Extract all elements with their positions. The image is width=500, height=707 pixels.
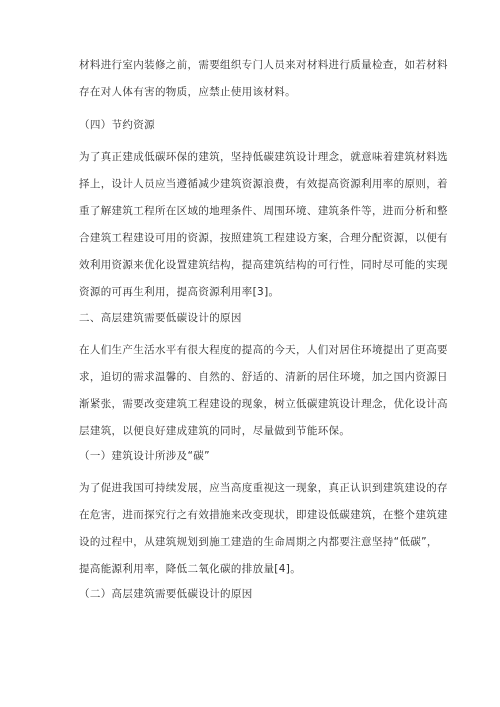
paragraph-2-line-4: 合建筑工程建设可用的资源，按照建筑工程建设方案，合理分配资源，以便有 bbox=[79, 232, 448, 244]
paragraph-3-line-2: 求，追切的需求温馨的、自然的、舒适的、清新的居住环境，加之国内资源日 bbox=[79, 371, 448, 383]
paragraph-2-line-2: 择上，设计人员应当遵循减少建筑资源浪费，有效提高资源利用率的原则，着 bbox=[79, 178, 448, 190]
paragraph-2-line-1: 为了真正建成低碳环保的建筑，坚持低碳建筑设计理念，就意味着建筑材料选 bbox=[79, 151, 448, 163]
paragraph-2-line-5: 效利用资源来优化设置建筑结构，提高建筑结构的可行性，同时尽可能的实现 bbox=[79, 259, 448, 271]
paragraph-4-line-4: 提高能源利用率，降低二氧化碳的排放量[4]。 bbox=[79, 563, 302, 575]
paragraph-4-line-3: 设的过程中，从建筑规划到施工建造的生命周期之内都要注意坚持“低碳”， bbox=[79, 536, 438, 548]
paragraph-3-line-1: 在人们生产生活水平有很大程度的提高的今天，人们对居住环境提出了更高要 bbox=[79, 344, 448, 356]
paragraph-1-line-2: 存在对人体有害的物质，应禁止使用该材料。 bbox=[79, 86, 296, 98]
section-4-heading: （四）节约资源 bbox=[79, 119, 155, 131]
paragraph-3-line-3: 渐紧张，需要改变建筑工程建设的现象，树立低碳建筑设计理念，优化设计高 bbox=[79, 398, 448, 410]
paragraph-4-line-1: 为了促进我国可持续发展，应当高度重视这一现象，真正认识到建筑建设的存 bbox=[79, 482, 448, 494]
paragraph-2-line-6: 资源的可再生利用，提高资源利用率[3]。 bbox=[79, 286, 280, 298]
paragraph-2-line-3: 重了解建筑工程所在区域的地理条件、周围环境、建筑条件等，进而分析和整 bbox=[79, 205, 448, 217]
paragraph-3-line-4: 层建筑，以便良好建成建筑的同时，尽量做到节能环保。 bbox=[79, 425, 351, 437]
paragraph-1-line-1: 材料进行室内装修之前，需要组织专门人员来对材料进行质量检查，如若材料 bbox=[79, 59, 448, 71]
paragraph-4-line-2: 在危害，进而探究行之有效措施来改变现状，即建设低碳建筑，在整个建筑建 bbox=[79, 509, 448, 521]
sub-2-heading: （二）高层建筑需要低碳设计的原因 bbox=[79, 588, 253, 600]
sub-1-heading: （一）建筑设计所涉及“碳” bbox=[79, 450, 210, 462]
section-two-heading: 二、高层建筑需要低碳设计的原因 bbox=[79, 312, 242, 324]
